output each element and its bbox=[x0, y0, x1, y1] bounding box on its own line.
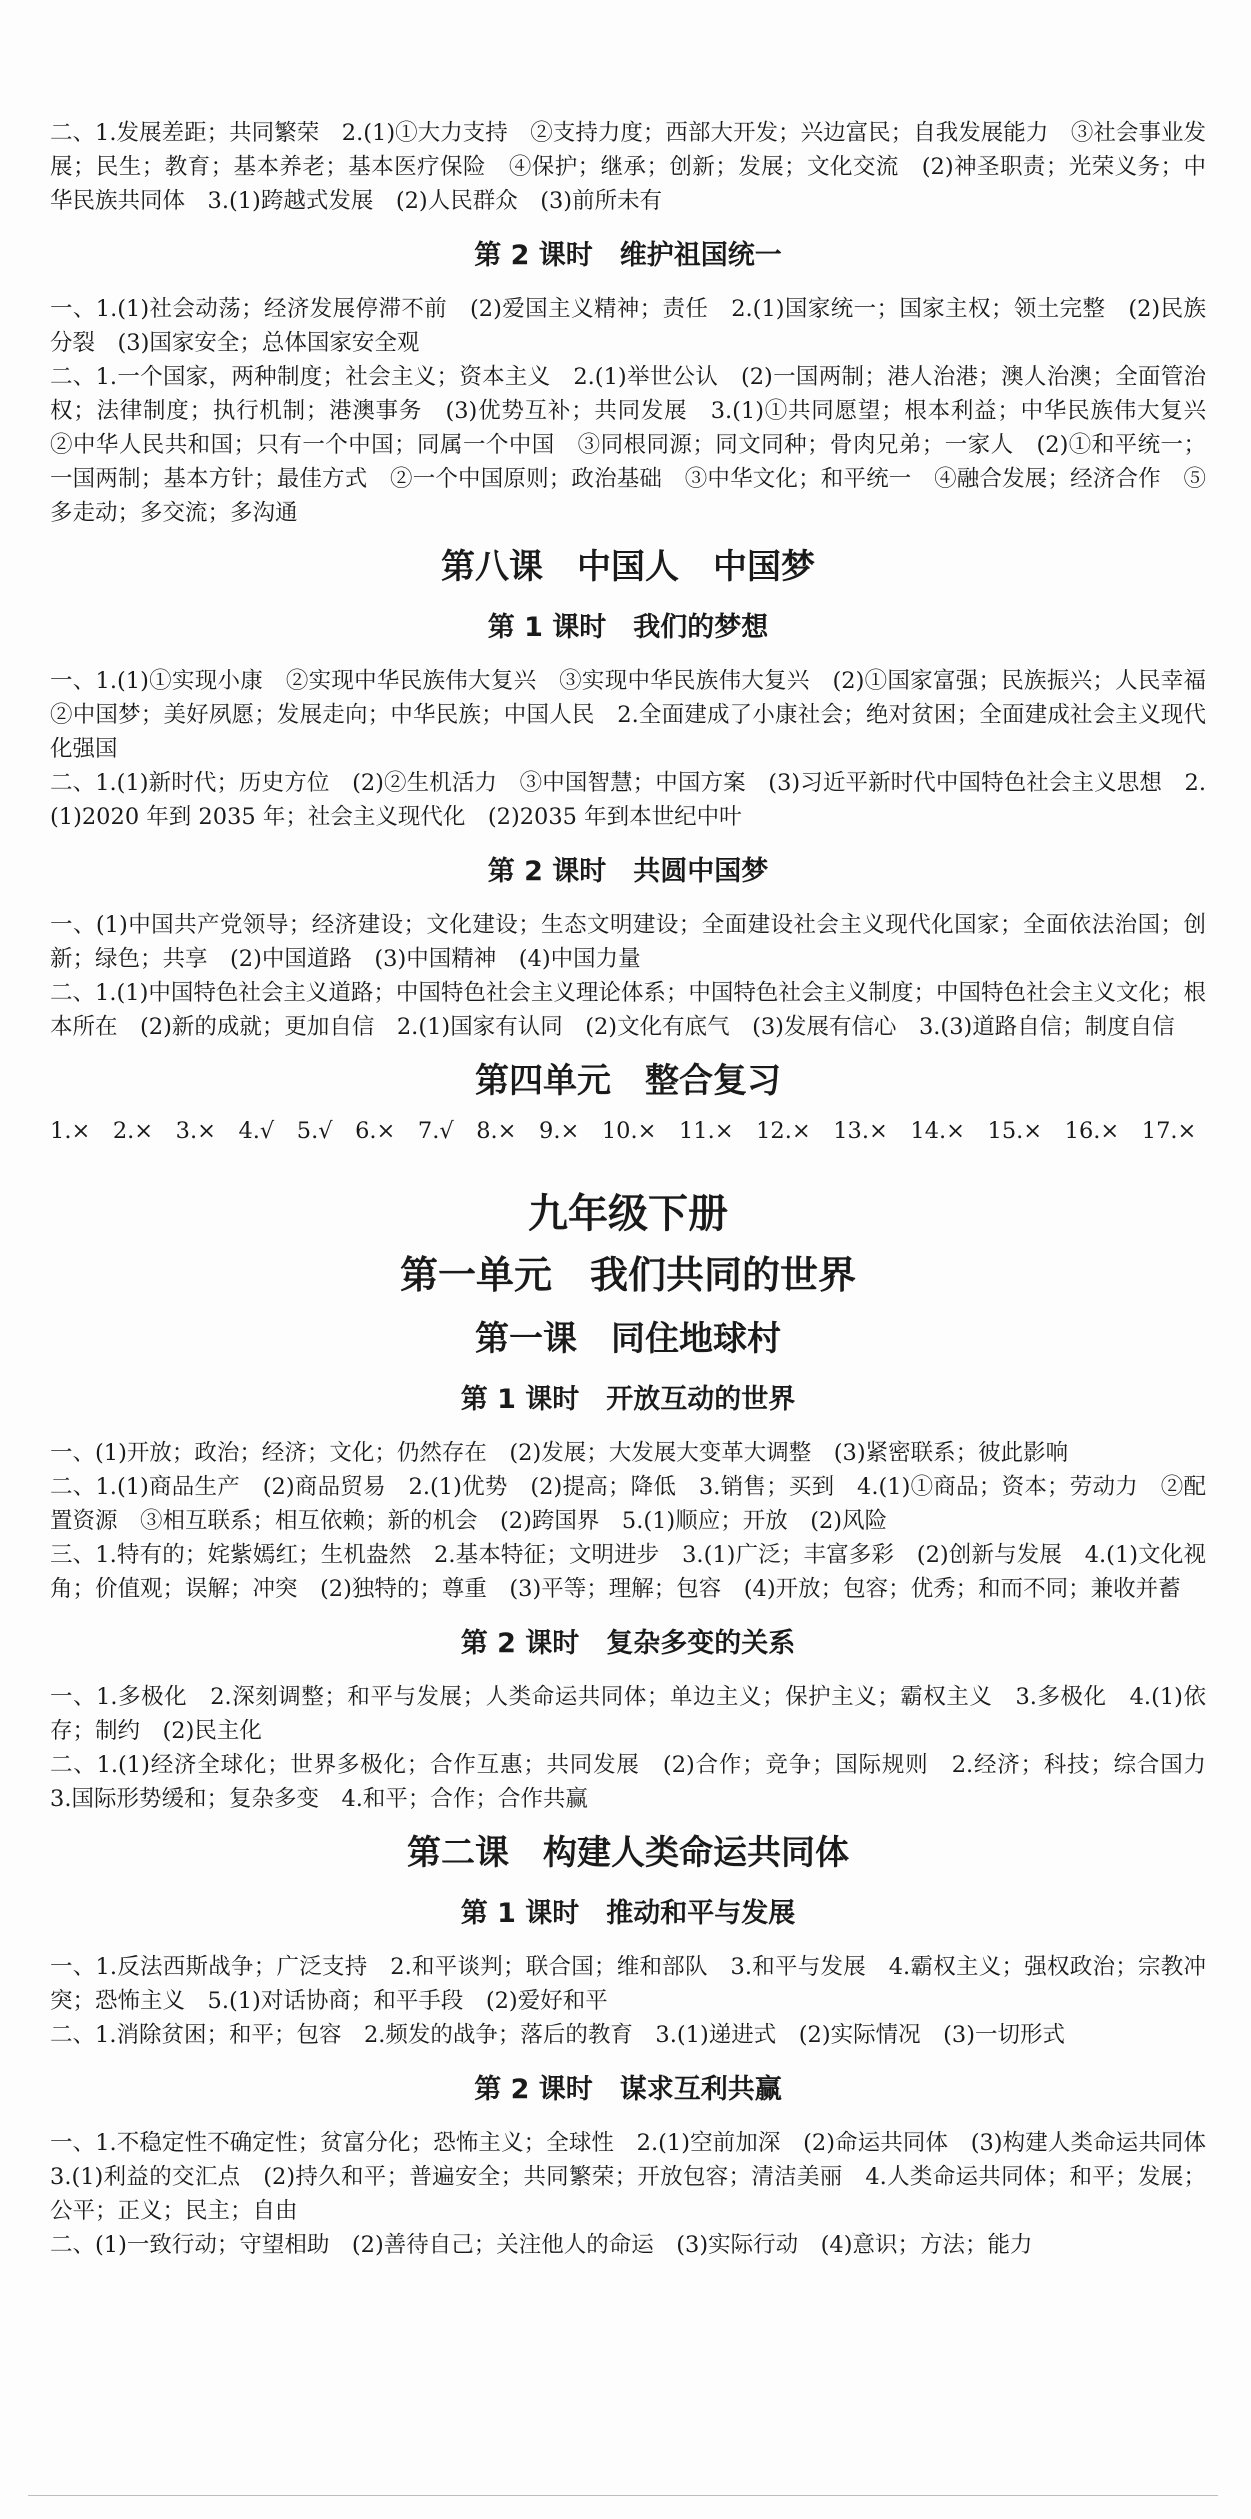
bottom-rule bbox=[28, 2495, 1218, 2496]
answer-paragraph: 一、1.反法西斯战争；广泛支持 2.和平谈判；联合国；维和部队 3.和平与发展 4.霸权主义；强权政治；宗教冲突；恐怖主义 5.(1)对话协商；和平手段 (2)爱好和平 bbox=[50, 1954, 1206, 2014]
answer-paragraph: 三、1.特有的；姹紫嫣红；生机盎然 2.基本特征；文明进步 3.(1)广泛；丰富多彩 (2)创新与发展 4.(1)文化视角；价值观；误解；冲突 (2)独特的；尊重 (3)平等；理解；包容 (4)开放；包容；优秀；和而不同；兼收并蓄 bbox=[50, 1542, 1206, 1602]
answer-paragraph: 二、1.(1)商品生产 (2)商品贸易 2.(1)优势 (2)提高；降低 3.销售；买到 4.(1)①商品；资本；劳动力 ②配置资源 ③相互联系；相互依赖；新的机会 (2)跨国界 5.(1)顺应；开放 (2)风险 bbox=[50, 1474, 1206, 1534]
unit-heading: 第一单元 我们共同的世界 bbox=[399, 1253, 856, 1297]
lesson-heading: 第 2 课时 共圆中国梦 bbox=[487, 856, 769, 887]
lesson-heading: 第 2 课时 谋求互利共赢 bbox=[474, 2074, 782, 2105]
answer-paragraph: 一、(1)中国共产党领导；经济建设；文化建设；生态文明建设；全面建设社会主义现代化国家；全面依法治国；创新；绿色；共享 (2)中国道路 (3)中国精神 (4)中国力量 bbox=[50, 912, 1206, 972]
lesson-heading: 第 1 课时 开放互动的世界 bbox=[460, 1384, 796, 1415]
chapter-heading: 第一课 同住地球村 bbox=[475, 1319, 781, 1359]
answer-paragraph: 一、1.多极化 2.深刻调整；和平与发展；人类命运共同体；单边主义；保护主义；霸权主义 3.多极化 4.(1)依存；制约 (2)民主化 bbox=[50, 1684, 1206, 1744]
answer-paragraph: 一、1.不稳定性不确定性；贫富分化；恐怖主义；全球性 2.(1)空前加深 (2)命运共同体 (3)构建人类命运共同体 3.(1)利益的交汇点 (2)持久和平；普遍安全；共同繁荣；开放包容；清洁美丽 4.人类命运共同体；和平；发展；公平；正义；民主；自由 bbox=[50, 2130, 1229, 2224]
answer-paragraph: 二、1.消除贫困；和平；包容 2.频发的战争；落后的教育 3.(1)递进式 (2)实际情况 (3)一切形式 bbox=[50, 2022, 1066, 2048]
answer-paragraph: 一、1.(1)①实现小康 ②实现中华民族伟大复兴 ③实现中华民族伟大复兴 (2)①国家富强；民族振兴；人民幸福 ②中国梦；美好夙愿；发展走向；中华民族；中国人民 2.全面建成了小康社会；绝对贫困；全面建成社会主义现代化强国 bbox=[50, 668, 1229, 762]
answer-paragraph: 一、1.(1)社会动荡；经济发展停滞不前 (2)爱国主义精神；责任 2.(1)国家统一；国家主权；领土完整 (2)民族分裂 (3)国家安全；总体国家安全观 bbox=[50, 296, 1206, 356]
answer-paragraph: 一、(1)开放；政治；经济；文化；仍然存在 (2)发展；大发展大变革大调整 (3)紧密联系；彼此影响 bbox=[50, 1440, 1069, 1466]
chapter-heading: 第二课 构建人类命运共同体 bbox=[407, 1833, 849, 1873]
answer-paragraph: 二、1.一个国家，两种制度；社会主义；资本主义 2.(1)举世公认 (2)一国两制；港人治港；澳人治澳；全面管治权；法律制度；执行机制；港澳事务 (3)优势互补；共同发展 3.(1)①共同愿望；根本利益；中华民族伟大复兴 ②中华人民共和国；只有一个中国；同属一个中国 ③同根同源；同文同种；骨肉兄弟；一家人 (2)①和平统一；一国两制；基本方针；最佳方式 ②一个中国原则；政治基础 ③中华文化；和平统一 ④融合发展；经济合作 ⑤多走动；多交流；多沟通 bbox=[50, 364, 1229, 526]
true-false-answers: 1.× 2.× 3.× 4.√ 5.√ 6.× 7.√ 8.× 9.× 10.× 11.× 12.× 13.× 14.× 15.× 16.× 17.× bbox=[50, 1118, 1197, 1144]
answer-paragraph: 二、(1)一致行动；守望相助 (2)善待自己；关注他人的命运 (3)实际行动 (4)意识；方法；能力 bbox=[50, 2232, 1033, 2258]
answer-paragraph: 二、1.(1)经济全球化；世界多极化；合作互惠；共同发展 (2)合作；竞争；国际规则 2.经济；科技；综合国力 3.国际形势缓和；复杂多变 4.和平；合作；合作共赢 bbox=[50, 1752, 1229, 1812]
unit-review-heading: 第四单元 整合复习 bbox=[475, 1061, 781, 1101]
grade-volume-heading: 九年级下册 bbox=[528, 1191, 728, 1237]
answer-paragraph: 二、1.(1)新时代；历史方位 (2)②生机活力 ③中国智慧；中国方案 (3)习近平新时代中国特色社会主义思想 2.(1)2020 年到 2035 年；社会主义现代化 (2)2035 年到本世纪中叶 bbox=[50, 770, 1206, 830]
lesson-heading: 第 1 课时 我们的梦想 bbox=[487, 612, 769, 643]
lesson-heading: 第 2 课时 维护祖国统一 bbox=[474, 240, 782, 271]
answer-content bbox=[50, 116, 1229, 2262]
lesson-heading: 第 1 课时 推动和平与发展 bbox=[460, 1898, 796, 1929]
chapter-heading: 第八课 中国人 中国梦 bbox=[441, 547, 815, 587]
answer-paragraph: 二、1.(1)中国特色社会主义道路；中国特色社会主义理论体系；中国特色社会主义制度；中国特色社会主义文化；根本所在 (2)新的成就；更加自信 2.(1)国家有认同 (2)文化有底气 (3)发展有信心 3.(3)道路自信；制度自信 bbox=[50, 980, 1206, 1040]
lesson-heading: 第 2 课时 复杂多变的关系 bbox=[460, 1628, 796, 1659]
answer-paragraph: 二、1.发展差距；共同繁荣 2.(1)①大力支持 ②支持力度；西部大开发；兴边富民；自我发展能力 ③社会事业发展；民生；教育；基本养老；基本医疗保险 ④保护；继承；创新；发展；文化交流 (2)神圣职责；光荣义务；中华民族共同体 3.(1)跨越式发展 (2)人民群众 (3)前所未有 bbox=[50, 120, 1206, 214]
